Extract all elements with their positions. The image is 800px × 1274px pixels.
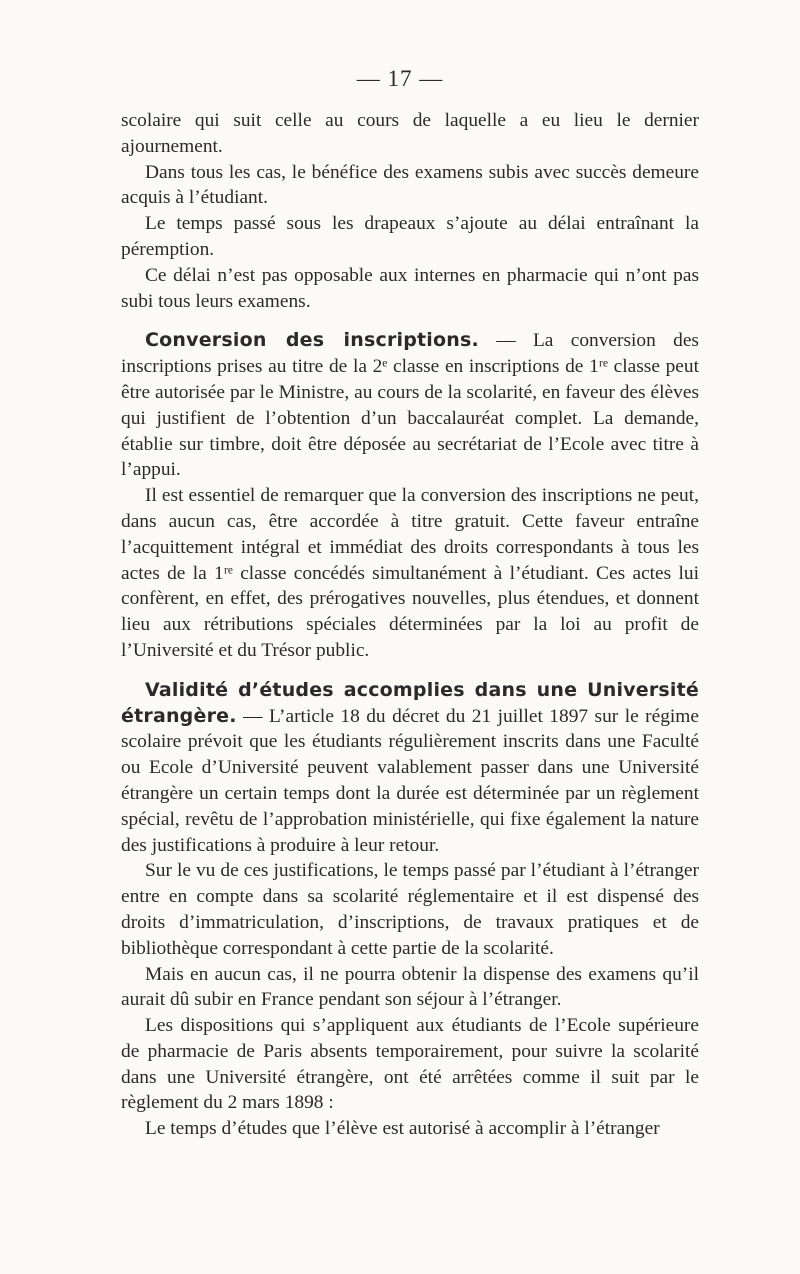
section-heading: Conversion des inscriptions. [145,329,479,352]
paragraph: Le temps d’études que l’élève est autorisé à accomplir à l’étranger [145,1118,660,1140]
paragraph: Sur le vu de ces justifications, le temps passé par l’étudiant à l’étranger entre en compte dans sa scolarité réglementaire et il est dispensé des droits d’immatriculation, d’inscriptions, de travaux pratiques et de bibliothèque correspondant à cette partie de la scolarité. [121,860,699,959]
paragraph: Les dispositions qui s’appliquent aux étudiants de l’Ecole supérieure de pharmacie de Paris absents temporairement, pour suivre la scolarité dans une Université étrangère, ont été arrêtées comme il suit par le règlement du 2 mars 1898 : [121,1015,699,1114]
section-lead-text: — L’article 18 du décret du 21 juillet 1897 sur le régime scolaire prévoit que les étudiants régulièrement inscrits dans une Faculté ou Ecole d’Université peuvent valablement passer dans une Université étrangère un certain temps dont la durée est déterminée par un règlement spécial, revêtu de l’approbation ministérielle, qui fixe également la nature des justifications à produire à leur retour. [121,705,699,856]
paragraph: Dans tous les cas, le bénéfice des examens subis avec succès demeure acquis à l’étudiant. [121,161,699,209]
page-number: — 17 — [356,66,444,91]
section-lead-paragraph [121,678,699,859]
body-text [121,108,699,1142]
section-heading: Validité d’études accomplies dans une Université étrangère. [121,678,699,727]
section-lead-paragraph [121,328,699,483]
section-lead-text: — La conversion des inscriptions prises au titre de la 2ᵉ classe en inscriptions de 1ʳᵉ classe peut être autorisée par le Ministre, au cours de la scolarité, en faveur des élèves qui justifient de l’obtention d’un baccalauréat complet. La demande, établie sur timbre, doit être déposée au secrétariat de l’Ecole avec titre à l’appui. [121,330,699,481]
paragraph: Mais en aucun cas, il ne pourra obtenir la dispense des examens qu’il aurait dû subir en France pendant son séjour à l’étranger. [121,963,699,1011]
paragraph: Ce délai n’est pas opposable aux internes en pharmacie qui n’ont pas subi tous leurs examens. [121,264,699,312]
section-conversion [121,328,699,663]
section-validite [121,678,699,1142]
paragraph: Le temps passé sous les drapeaux s’ajoute au délai entraînant la péremption. [121,213,699,260]
paragraph: scolaire qui suit celle au cours de laquelle a eu lieu le dernier ajournement. [121,110,699,157]
paragraph: Il est essentiel de remarquer que la conversion des inscriptions ne peut, dans aucun cas, être accordée à titre gratuit. Cette faveur entraîne l’acquittement intégral et immédiat des droits correspondants à tous les actes de la 1ʳᵉ classe concédés simultanément à l’étudiant. Ces actes lui confèrent, en effet, des prérogatives nouvelles, plus étendues, et donnent lieu aux rétributions spéciales déterminées par la loi au profit de l’Université et du Trésor public. [121,485,699,661]
